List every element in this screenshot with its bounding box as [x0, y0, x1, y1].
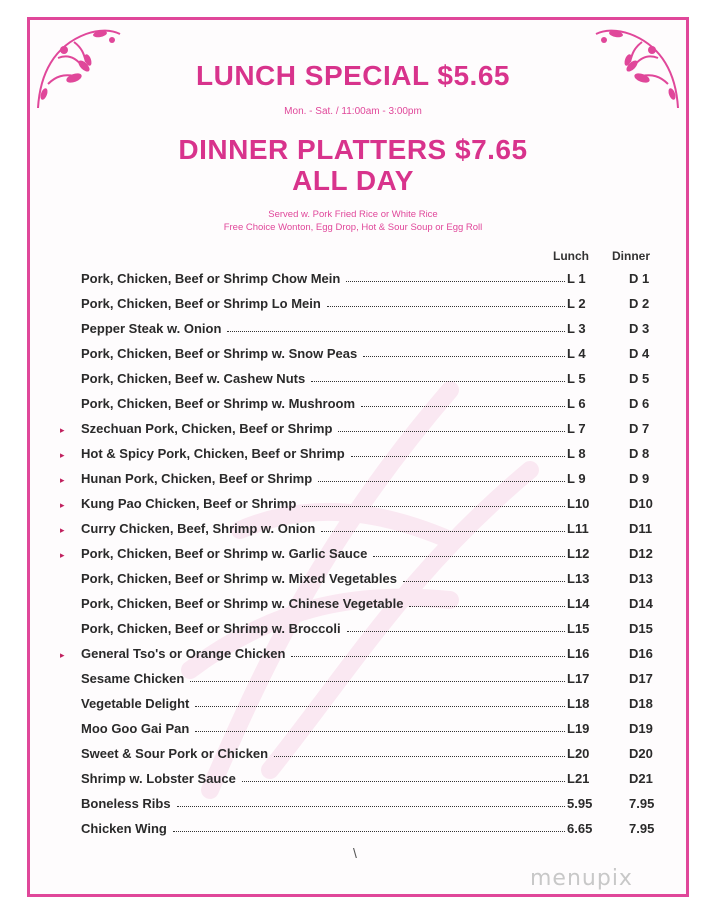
menu-item-row [0, 646, 706, 666]
menu-item-row [0, 471, 706, 491]
lunch-code: L18 [567, 696, 590, 711]
lunch-code: L 4 [567, 346, 586, 361]
menu-item-name: Pork, Chicken, Beef or Shrimp w. Snow Peas [81, 346, 358, 361]
menu-item [81, 671, 567, 686]
menu-item [81, 821, 567, 836]
dinner-code: D19 [629, 721, 653, 736]
menu-item-name: Pork, Chicken, Beef or Shrimp Chow Mein [81, 271, 341, 286]
lunch-code: 5.95 [567, 796, 593, 811]
dinner-code: D15 [629, 621, 653, 636]
lunch-hours: Mon. - Sat. / 11:00am - 3:00pm [284, 106, 422, 117]
menu-item-row [0, 746, 706, 766]
pen-mark: \ [353, 845, 357, 861]
dot-leader [346, 281, 565, 282]
dinner-code: D 1 [629, 271, 650, 286]
spicy-marker-icon: ▸ [60, 550, 65, 560]
dinner-code: D18 [629, 696, 653, 711]
dinner-code: D 9 [629, 471, 650, 486]
menu-item [81, 446, 567, 461]
spicy-marker-icon: ▸ [60, 450, 65, 460]
menu-item-name: Pork, Chicken, Beef or Shrimp Lo Mein [81, 296, 321, 311]
menu-item-row [0, 371, 706, 391]
menu-item-row [0, 496, 706, 516]
menu-item-row [0, 671, 706, 691]
menu-item-row [0, 771, 706, 791]
menu-item-row [0, 596, 706, 616]
menu-item-row [0, 696, 706, 716]
column-header-dinner: Dinner [612, 249, 651, 263]
menu-item [81, 721, 567, 736]
menu-item-name: Sesame Chicken [81, 671, 185, 686]
dot-leader [409, 606, 565, 607]
dinner-code: D 2 [629, 296, 650, 311]
menu-item-row [0, 346, 706, 366]
menu-item-name: Vegetable Delight [81, 696, 190, 711]
dot-leader [302, 506, 565, 507]
lunch-code: L 7 [567, 421, 586, 436]
lunch-code: L13 [567, 571, 590, 586]
lunch-code: L 6 [567, 396, 586, 411]
menu-item-name: Hot & Spicy Pork, Chicken, Beef or Shrimp [81, 446, 345, 461]
dot-leader [321, 531, 565, 532]
menu-item [81, 496, 567, 511]
menu-item [81, 271, 567, 286]
served-line1: Served w. Pork Fried Rice or White Rice [268, 209, 438, 220]
menu-item-row [0, 821, 706, 841]
menu-item [81, 296, 567, 311]
dot-leader [347, 631, 565, 632]
served-line2: Free Choice Wonton, Egg Drop, Hot & Sour Soup or Egg Roll [223, 222, 483, 233]
menu-item [81, 396, 567, 411]
menu-item-name: Pork, Chicken, Beef or Shrimp w. Mixed Vegetables [81, 571, 397, 586]
dot-leader [195, 731, 565, 732]
lunch-code: L10 [567, 496, 590, 511]
menu-item-row [0, 271, 706, 291]
lunch-code: L 9 [567, 471, 586, 486]
dinner-code: D 8 [629, 446, 650, 461]
lunch-code: L12 [567, 546, 590, 561]
menu-item-row [0, 521, 706, 541]
dinner-code: 7.95 [629, 821, 655, 836]
menupix-logo: menupix [530, 866, 633, 891]
menu-item-row [0, 621, 706, 641]
menu-item [81, 546, 567, 561]
menu-item-name: Moo Goo Gai Pan [81, 721, 190, 736]
dot-leader [338, 431, 565, 432]
menu-item-row [0, 396, 706, 416]
menu-item [81, 771, 567, 786]
menu-item [81, 696, 567, 711]
menu-item-name: Pork, Chicken, Beef or Shrimp w. Mushroom [81, 396, 356, 411]
spicy-marker-icon: ▸ [60, 650, 65, 660]
dot-leader [190, 681, 565, 682]
lunch-code: L 1 [567, 271, 586, 286]
lunch-code: L17 [567, 671, 590, 686]
lunch-code: L16 [567, 646, 590, 661]
menu-item [81, 646, 567, 661]
lunch-code: L19 [567, 721, 590, 736]
dinner-code: 7.95 [629, 796, 655, 811]
dot-leader [177, 806, 565, 807]
dinner-code: D 3 [629, 321, 650, 336]
dinner-code: D16 [629, 646, 653, 661]
dinner-code: D12 [629, 546, 653, 561]
menu-item [81, 596, 567, 611]
menu-item [81, 321, 567, 336]
menu-item [81, 521, 567, 536]
dinner-title-line1: DINNER PLATTERS $7.65 [178, 134, 528, 165]
dot-leader [173, 831, 565, 832]
dinner-code: D14 [629, 596, 653, 611]
menu-item-name: Hunan Pork, Chicken, Beef or Shrimp [81, 471, 313, 486]
dinner-code: D 6 [629, 396, 650, 411]
dinner-code: D17 [629, 671, 653, 686]
dot-leader [318, 481, 565, 482]
dinner-platters-title [0, 134, 706, 196]
dot-leader [195, 706, 565, 707]
lunch-code: 6.65 [567, 821, 593, 836]
dinner-code: D20 [629, 746, 653, 761]
dot-leader [291, 656, 565, 657]
dinner-code: D10 [629, 496, 653, 511]
menu-item [81, 346, 567, 361]
menu-item-name: Curry Chicken, Beef, Shrimp w. Onion [81, 521, 316, 536]
menu-item-name: Pork, Chicken, Beef or Shrimp w. Chinese Vegetable [81, 596, 404, 611]
column-header-lunch: Lunch [553, 249, 589, 263]
dot-leader [242, 781, 565, 782]
menu-item [81, 746, 567, 761]
spicy-marker-icon: ▸ [60, 475, 65, 485]
dot-leader [361, 406, 565, 407]
menu-item-name: General Tso's or Orange Chicken [81, 646, 286, 661]
menu-item-row [0, 796, 706, 816]
menu-item [81, 371, 567, 386]
menu-item-name: Szechuan Pork, Chicken, Beef or Shrimp [81, 421, 333, 436]
dinner-code: D21 [629, 771, 653, 786]
spicy-marker-icon: ▸ [60, 525, 65, 535]
menu-item-name: Boneless Ribs [81, 796, 171, 811]
lunch-code: L11 [567, 521, 589, 536]
dinner-code: D13 [629, 571, 653, 586]
lunch-code: L 2 [567, 296, 586, 311]
served-with-note [0, 208, 706, 234]
menu-item-row [0, 571, 706, 591]
menu-item-name: Pork, Chicken, Beef w. Cashew Nuts [81, 371, 306, 386]
menu-item [81, 571, 567, 586]
menu-item-name: Sweet & Sour Pork or Chicken [81, 746, 269, 761]
lunch-code: L15 [567, 621, 590, 636]
menu-item-name: Pork, Chicken, Beef or Shrimp w. Garlic Sauce [81, 546, 368, 561]
dot-leader [311, 381, 565, 382]
dinner-code: D 7 [629, 421, 650, 436]
menu-item [81, 796, 567, 811]
menu-item-row [0, 546, 706, 566]
dinner-code: D 4 [629, 346, 650, 361]
dot-leader [274, 756, 565, 757]
menu-item [81, 421, 567, 436]
dot-leader [327, 306, 565, 307]
dot-leader [351, 456, 565, 457]
menu-item-name: Kung Pao Chicken, Beef or Shrimp [81, 496, 297, 511]
menu-item-row [0, 446, 706, 466]
menu-item-row [0, 321, 706, 341]
dot-leader [373, 556, 565, 557]
lunch-code: L 3 [567, 321, 586, 336]
menu-item-name: Pepper Steak w. Onion [81, 321, 222, 336]
menu-item-name: Chicken Wing [81, 821, 167, 836]
dot-leader [363, 356, 565, 357]
lunch-code: L20 [567, 746, 590, 761]
dinner-title-line2: ALL DAY [292, 165, 414, 196]
menu-item [81, 471, 567, 486]
lunch-code: L 8 [567, 446, 586, 461]
dinner-code: D11 [629, 521, 653, 536]
menu-item-row [0, 296, 706, 316]
lunch-code: L 5 [567, 371, 586, 386]
dot-leader [403, 581, 565, 582]
spicy-marker-icon: ▸ [60, 425, 65, 435]
lunch-code: L21 [567, 771, 590, 786]
lunch-code: L14 [567, 596, 590, 611]
menu-item-row [0, 721, 706, 741]
lunch-special-title: LUNCH SPECIAL $5.65 [196, 60, 510, 91]
menu-item-row [0, 421, 706, 441]
menu-item [81, 621, 567, 636]
menu-item-name: Shrimp w. Lobster Sauce [81, 771, 236, 786]
menu-item-name: Pork, Chicken, Beef or Shrimp w. Broccoli [81, 621, 341, 636]
spicy-marker-icon: ▸ [60, 500, 65, 510]
dot-leader [227, 331, 565, 332]
dinner-code: D 5 [629, 371, 650, 386]
